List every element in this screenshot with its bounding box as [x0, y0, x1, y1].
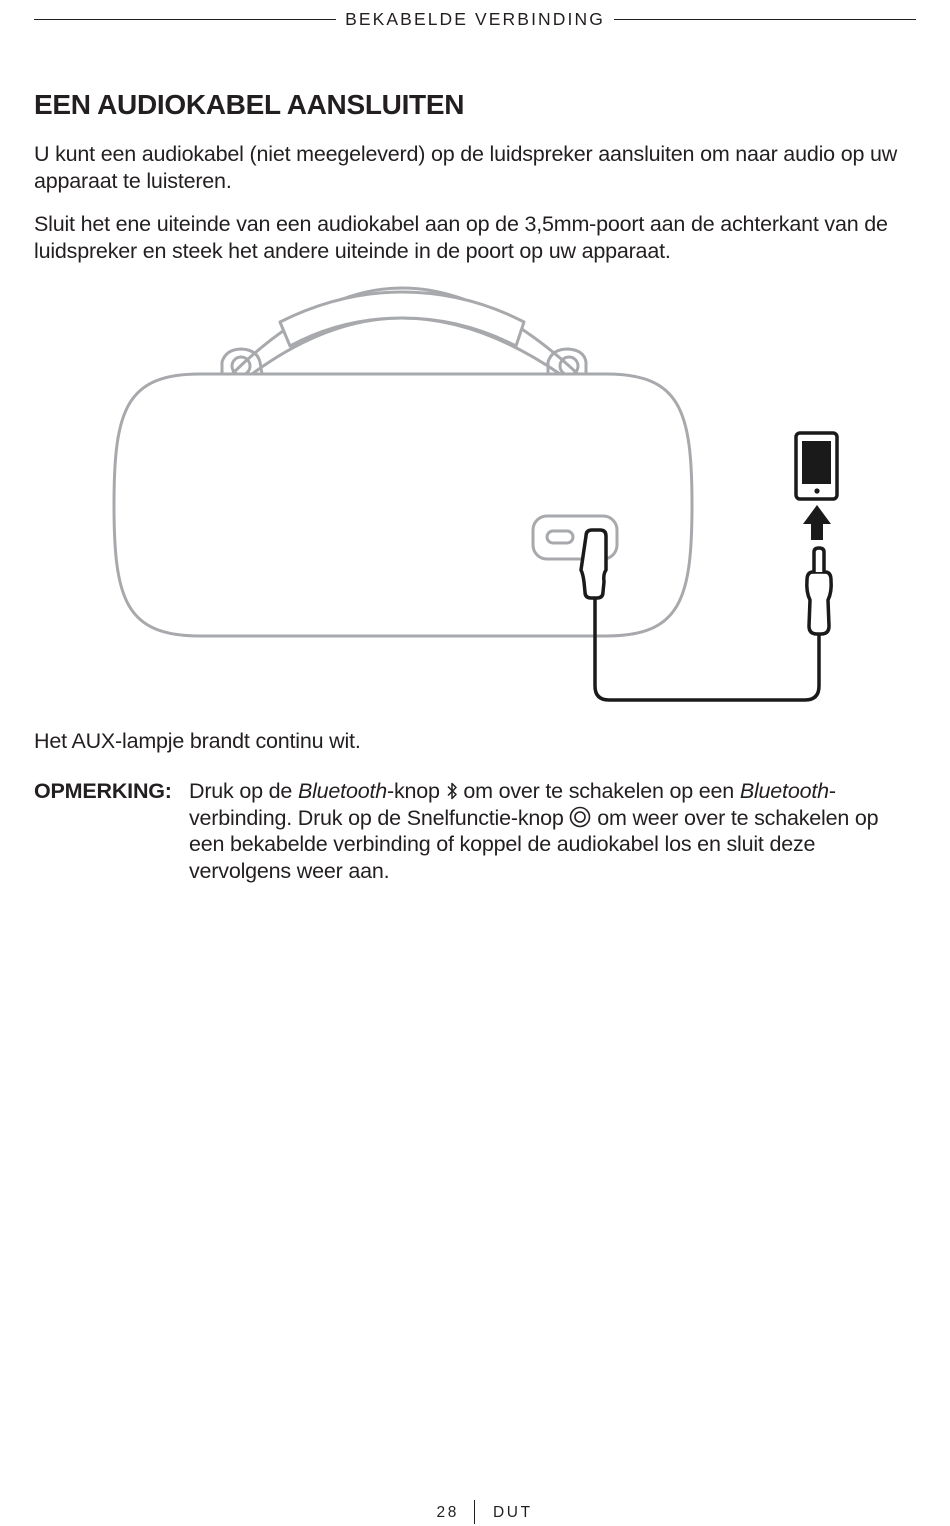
speaker-body-icon: [114, 374, 692, 636]
note-text-2: -knop: [387, 779, 446, 803]
page-number: 28: [436, 1504, 459, 1521]
device-plug-icon: [807, 572, 831, 634]
note-text-1: Druk op de: [189, 779, 298, 803]
note-label: OPMERKING:: [34, 779, 172, 803]
page-footer: [0, 1500, 950, 1526]
header-rule-left: [34, 19, 336, 20]
note-text-5: om weer over te schakelen op een bekabelde verbinding of koppel de audiokabel los en sluit deze vervolgens weer aan.: [189, 805, 879, 883]
arrow-up-icon: [803, 505, 831, 540]
shortcut-button-icon: [569, 806, 591, 828]
result-paragraph: Het AUX-lampje brandt continu wit.: [34, 729, 361, 753]
page-title: EEN AUDIOKABEL AANSLUITEN: [34, 89, 465, 120]
bluetooth-icon: [446, 781, 458, 801]
speaker-cable-illustration: [100, 282, 860, 712]
note-text-3: om over te schakelen op een: [457, 779, 740, 803]
section-title: BEKABELDE VERBINDING: [345, 9, 605, 29]
header-rule-right: [614, 19, 916, 20]
step-paragraph: Sluit het ene uiteinde van een audiokabel aan op de 3,5mm-poort aan de achterkant van de luidspreker en steek het andere uiteinde in de poort op uw apparaat.: [34, 212, 888, 263]
note-body: [189, 778, 917, 884]
note-text-4: -verbinding. Druk op de Snelfunctie-knop: [189, 779, 836, 830]
speaker-plug-icon: [581, 530, 606, 598]
footer-divider: [474, 1500, 475, 1524]
phone-icon: [796, 433, 837, 499]
note-bluetooth-term: Bluetooth: [297, 779, 388, 803]
page-header: [34, 8, 916, 30]
intro-paragraph: U kunt een audiokabel (niet meegeleverd) op de luidspreker aansluiten om naar audio op uw apparaat te luisteren.: [34, 142, 898, 193]
note-bluetooth-term-2: Bluetooth: [739, 779, 829, 803]
language-code: DUT: [493, 1504, 533, 1521]
